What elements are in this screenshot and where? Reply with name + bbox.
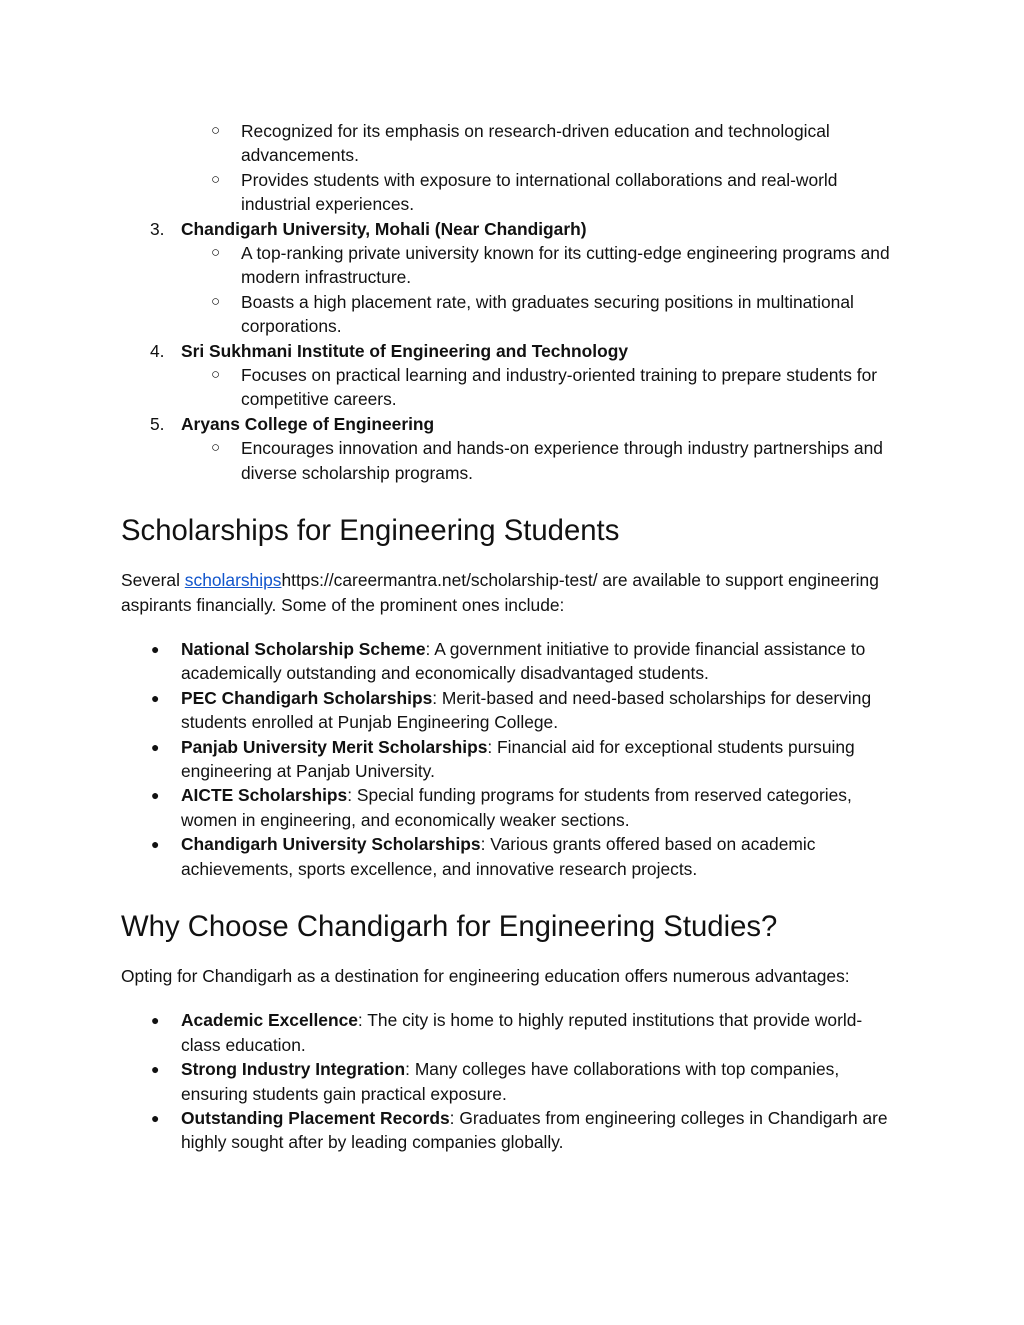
circle-bullet-icon: ○ [211, 292, 221, 310]
why-chandigarh-heading: Why Choose Chandigarh for Engineering Studies? [121, 909, 778, 943]
list-item [121, 832, 901, 881]
scholarship-title: PEC Chandigarh Scholarships [181, 687, 433, 708]
list-item [121, 735, 901, 784]
college-numbered-list [121, 217, 901, 241]
intro-text-before: Several [121, 570, 185, 591]
why-chandigarh-intro: Opting for Chandigarh as a destination for engineering education offers numerous advantages: [121, 965, 850, 986]
college-numbered-list [121, 339, 901, 363]
advantage-description: : Graduates from engineering colleges in Chandigarh are highly sought after by leading companies globally. [181, 1108, 888, 1153]
advantage-title: Outstanding Placement Records [181, 1108, 450, 1128]
advantages-list [121, 1008, 901, 1154]
circle-bullet-icon: ○ [211, 366, 221, 384]
scholarships-heading: Scholarships for Engineering Students [121, 514, 620, 548]
college-title: Aryans College of Engineering [181, 413, 435, 434]
circle-bullet-icon: ○ [211, 439, 221, 457]
college-4-sub-list [121, 363, 901, 412]
scholarship-description: : Special funding programs for students from reserved categories, women in engineering, and economically weaker sections. [181, 785, 852, 830]
list-item [121, 1057, 901, 1106]
sub-item-text: Focuses on practical learning and industry-oriented training to prepare students for competitive careers. [241, 365, 878, 410]
list-item-college-3 [121, 217, 901, 241]
circle-bullet-icon: ○ [211, 122, 221, 139]
bullet-dot-icon: ● [151, 836, 160, 853]
college-numbered-list [121, 412, 901, 436]
bullet-dot-icon: ● [151, 738, 160, 755]
list-item [121, 436, 901, 485]
list-number: 5. [150, 413, 165, 434]
list-item [121, 290, 901, 339]
advantage-title: Academic Excellence [181, 1010, 358, 1031]
sub-item-text: Recognized for its emphasis on research-driven education and technological advancements. [241, 121, 830, 166]
sub-item-text: Boasts a high placement rate, with graduates securing positions in multinational corporations. [241, 291, 854, 337]
list-item [121, 637, 901, 686]
intro-text-after: https://careermantra.net/scholarship-test/ are available to support engineering aspirants financially. Some of the prominent ones include: [121, 570, 879, 615]
bullet-dot-icon: ● [151, 640, 160, 657]
scholarships-list [121, 637, 901, 881]
scholarship-description: : Various grants offered based on academic achievements, sports excellence, and innovative research projects. [181, 834, 816, 879]
list-item [121, 119, 901, 168]
sub-item-text: Encourages innovation and hands-on experience through industry partnerships and diverse scholarship programs. [241, 438, 883, 483]
advantage-title: Strong Industry Integration [181, 1059, 406, 1080]
bullet-dot-icon: ● [151, 1012, 160, 1029]
continued-sub-list [121, 119, 901, 217]
college-5-sub-list [121, 436, 901, 485]
list-item [121, 686, 901, 735]
advantage-description: : Many colleges have collaborations with top companies, ensuring students gain practical exposure. [181, 1059, 840, 1104]
scholarship-title: AICTE Scholarships [181, 785, 348, 806]
college-title: Sri Sukhmani Institute of Engineering and Technology [181, 340, 629, 361]
list-item [121, 1008, 901, 1057]
list-item-college-4 [121, 339, 901, 363]
advantage-description: : The city is home to highly reputed institutions that provide world-class education. [181, 1010, 863, 1055]
circle-bullet-icon: ○ [211, 244, 221, 262]
scholarships-intro [121, 568, 901, 617]
list-item [121, 241, 901, 290]
bullet-dot-icon: ● [151, 1110, 160, 1126]
list-item [121, 783, 901, 832]
college-title: Chandigarh University, Mohali (Near Chandigarh) [181, 218, 587, 239]
list-item [121, 363, 901, 412]
list-number: 3. [150, 218, 165, 239]
bullet-dot-icon: ● [151, 1061, 160, 1078]
list-item-college-5 [121, 412, 901, 436]
scholarship-description: : Merit-based and need-based scholarships for deserving students enrolled at Punjab Engineering College. [181, 687, 872, 733]
list-item [121, 1106, 901, 1155]
scholarship-description: : A government initiative to provide financial assistance to academically outstanding and economically disadvantaged students. [181, 638, 866, 684]
scholarship-description: : Financial aid for exceptional students pursuing engineering at Panjab University. [181, 736, 855, 781]
scholarship-title: Panjab University Merit Scholarships [181, 736, 488, 757]
circle-bullet-icon: ○ [211, 170, 221, 188]
bullet-dot-icon: ● [151, 689, 160, 706]
scholarships-link[interactable]: scholarships [184, 570, 282, 591]
college-3-sub-list [121, 241, 901, 339]
sub-item-text: Provides students with exposure to international collaborations and real-world industrial experiences. [241, 169, 838, 215]
document-content [121, 119, 901, 1155]
list-item [121, 168, 901, 217]
scholarship-title: Chandigarh University Scholarships [181, 834, 481, 855]
list-number: 4. [150, 340, 165, 361]
bullet-dot-icon: ● [151, 787, 160, 804]
scholarship-title: National Scholarship Scheme [181, 638, 426, 659]
sub-item-text: A top-ranking private university known for its cutting-edge engineering programs and modern infrastructure. [241, 243, 890, 288]
